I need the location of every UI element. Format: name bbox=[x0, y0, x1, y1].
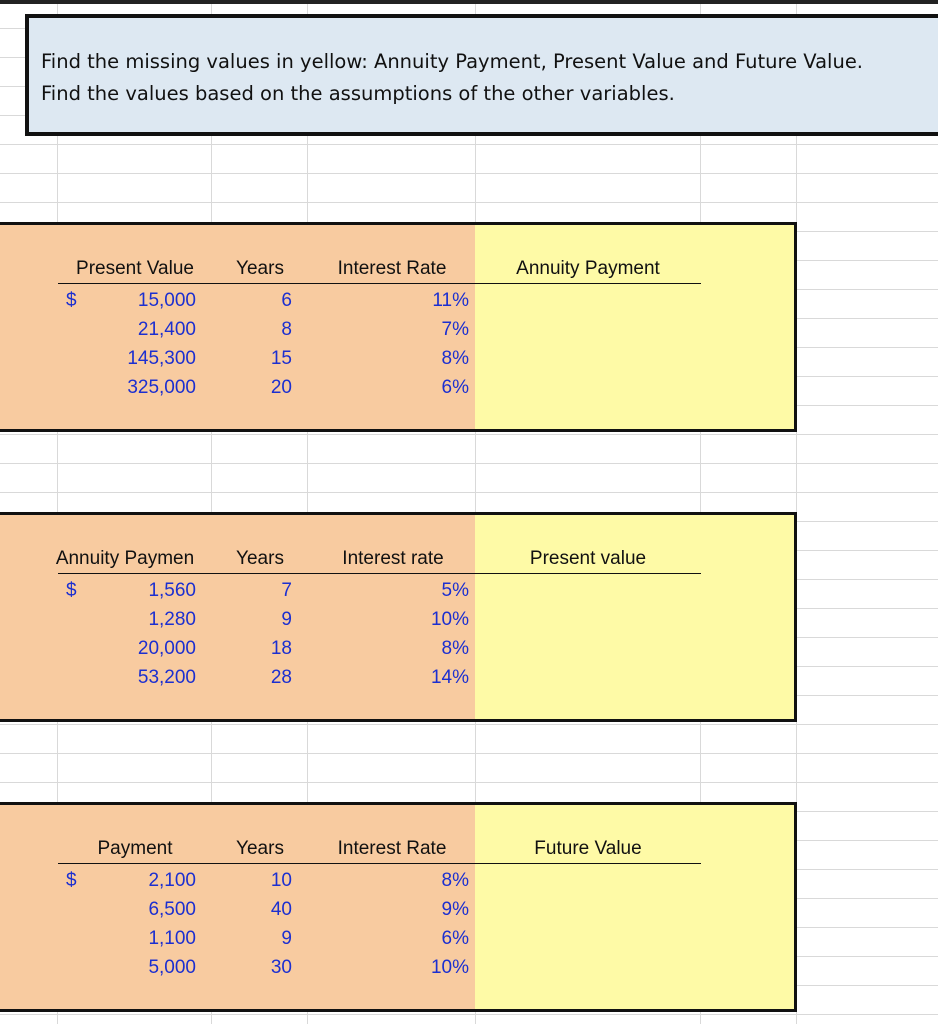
rate-cell[interactable]: 11% bbox=[432, 290, 469, 311]
currency-symbol: $ bbox=[66, 290, 77, 311]
currency-symbol: $ bbox=[66, 870, 77, 891]
amount-cell[interactable]: 20,000 bbox=[137, 638, 196, 659]
rate-cell[interactable]: 7% bbox=[441, 319, 469, 340]
rate-cell[interactable]: 9% bbox=[441, 899, 469, 920]
years-cell[interactable]: 8 bbox=[281, 319, 292, 340]
years-cell[interactable]: 9 bbox=[281, 928, 292, 949]
amount-cell[interactable]: 53,200 bbox=[137, 667, 196, 688]
years-cell[interactable]: 28 bbox=[270, 667, 292, 688]
annuity-payment-section bbox=[0, 222, 797, 432]
years-cell[interactable]: 6 bbox=[281, 290, 292, 311]
rate-cell[interactable]: 8% bbox=[441, 870, 469, 891]
present-value-section bbox=[0, 512, 797, 722]
rate-cell[interactable]: 14% bbox=[430, 667, 469, 688]
header-underline bbox=[58, 863, 701, 864]
sheet-top-border bbox=[0, 0, 938, 4]
years-cell[interactable]: 18 bbox=[270, 638, 292, 659]
amount-cell[interactable]: 1,280 bbox=[148, 609, 196, 630]
header-present-value[interactable]: Present Value bbox=[76, 258, 194, 279]
instructions-box bbox=[25, 14, 938, 136]
header-years[interactable]: Years bbox=[236, 258, 284, 279]
header-interest-rate[interactable]: Interest rate bbox=[342, 548, 444, 569]
amount-cell[interactable]: 2,100 bbox=[148, 870, 196, 891]
amount-cell[interactable]: 15,000 bbox=[137, 290, 196, 311]
header-payment[interactable]: Payment bbox=[97, 838, 173, 859]
header-future-value[interactable]: Future Value bbox=[534, 838, 642, 859]
header-years[interactable]: Years bbox=[236, 838, 284, 859]
rate-cell[interactable]: 10% bbox=[430, 957, 469, 978]
header-underline bbox=[58, 573, 701, 574]
years-cell[interactable]: 40 bbox=[270, 899, 292, 920]
years-cell[interactable]: 15 bbox=[270, 348, 292, 369]
header-interest-rate[interactable]: Interest Rate bbox=[337, 838, 447, 859]
amount-cell[interactable]: 1,100 bbox=[148, 928, 196, 949]
future-value-section bbox=[0, 802, 797, 1012]
amount-cell[interactable]: 5,000 bbox=[148, 957, 196, 978]
amount-cell[interactable]: 1,560 bbox=[148, 580, 196, 601]
header-annuity-payment[interactable]: Annuity Paymen bbox=[55, 548, 195, 569]
amount-cell[interactable]: 21,400 bbox=[137, 319, 196, 340]
years-cell[interactable]: 30 bbox=[270, 957, 292, 978]
rate-cell[interactable]: 5% bbox=[441, 580, 469, 601]
header-years[interactable]: Years bbox=[236, 548, 284, 569]
header-annuity-payment[interactable]: Annuity Payment bbox=[516, 258, 660, 279]
amount-cell[interactable]: 6,500 bbox=[148, 899, 196, 920]
rate-cell[interactable]: 8% bbox=[441, 638, 469, 659]
instructions-line-1: Find the missing values in yellow: Annuity Payment, Present Value and Future Value. bbox=[41, 50, 864, 73]
currency-symbol: $ bbox=[66, 580, 77, 601]
rate-cell[interactable]: 6% bbox=[441, 377, 469, 398]
amount-cell[interactable]: 325,000 bbox=[127, 377, 196, 398]
header-present-value[interactable]: Present value bbox=[529, 548, 647, 569]
instructions-line-2: Find the values based on the assumptions of the other variables. bbox=[41, 82, 675, 105]
years-cell[interactable]: 10 bbox=[270, 870, 292, 891]
header-interest-rate[interactable]: Interest Rate bbox=[337, 258, 447, 279]
rate-cell[interactable]: 8% bbox=[441, 348, 469, 369]
years-cell[interactable]: 20 bbox=[270, 377, 292, 398]
rate-cell[interactable]: 6% bbox=[441, 928, 469, 949]
years-cell[interactable]: 7 bbox=[281, 580, 292, 601]
rate-cell[interactable]: 10% bbox=[430, 609, 469, 630]
header-underline bbox=[58, 283, 701, 284]
years-cell[interactable]: 9 bbox=[281, 609, 292, 630]
amount-cell[interactable]: 145,300 bbox=[127, 348, 196, 369]
